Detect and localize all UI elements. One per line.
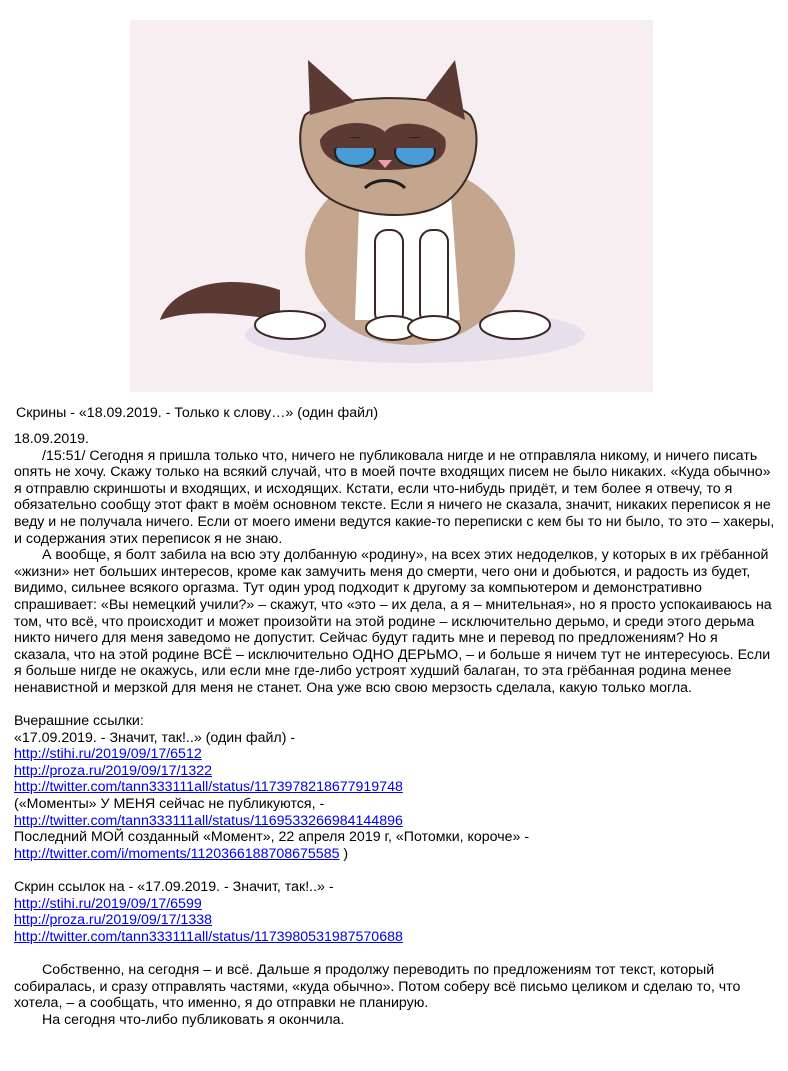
proza-link[interactable]: http://proza.ru/2019/09/17/1338	[14, 912, 212, 929]
closing-paragraph: На сегодня что-либо публиковать я окончила.	[42, 1011, 345, 1028]
closing-paragraph: Собственно, на сегодня – и всё. Дальше я продолжу переводить по предложениям тот текст, который собиралась, и сразу отправлять частями, «куда обычно». Потом соберу всё письмо целиком и сделаю то, что хотела, – а сообщать, что именно, я до отправки не планирую.	[14, 962, 741, 1012]
entry-paragraph: /15:51/ Сегодня я пришла только что, ничего не публиковала нигде и не отправляла никому, и ничего писать опять не хочу. Скажу только на всякий случай, что в моей почте входящих писем не было никаких. «Куда обычно» я отправлю скриншоты и входящих, и исходящих. Кстати, если что-нибудь придёт, и тем более я отвечу, то я обязательно сообщу этот факт в моём основном тексте. Если я ничего не сказала, значит, никаких переписок я не веду и не получала ничего. Если от моего имени ведутся какие-то переписки с кем бы то ни было, то это – хакеры, и содержания этих переписок я не знаю.	[14, 447, 775, 547]
yesterday-links-heading: Вчерашние ссылки:	[14, 713, 144, 730]
twitter-moment-link[interactable]: http://twitter.com/i/moments/1120366188708675585	[14, 845, 340, 862]
entry-paragraph: А вообще, я болт забила на всю эту долбанную «родину», на всех этих недоделков, у которых в их грёбанной «жизни» нет больших интересов, кроме как замучить меня до смерти, чего они и добьются, и радость из будет, видимо, сильнее всякого оргазма. Тут один урод подходит к другому за компьютером и демонстративно спрашивает: «Вы немецкий учили?» – скажут, что «это – их дела, а я – мнительная», но я просто успокаиваюсь на том, что всё, что происходит и может произойти на этой родине – исключительно дерьмо, и среди этого дерьма никто ничего для меня заведомо не допустит. Сейчас будут гадить мне и перевод по предложениям? Но я сказала, что на этой родине ВСЁ – исключительно ОДНО ДЕРЬМО, – и больше я ничем тут не интересуюсь. Если я больше нигде не окажусь, или если мне где-либо устроят худший балаган, то эта грёбанная родина менее ненавистной и мерзкой для меня не станет. Она уже всю свою мерзость сделала, какую только могла.	[14, 547, 772, 696]
twitter-status-link[interactable]: http://twitter.com/tann333111all/status/1173978218677919748	[14, 779, 403, 796]
twitter-status-link[interactable]: http://twitter.com/tann333111all/status/1173980531987570688	[14, 928, 403, 945]
closing-paren: )	[339, 845, 349, 862]
entry-date: 18.09.2019.	[14, 431, 89, 447]
yesterday-title: «17.09.2019. - Значит, так!..» (один файл) -	[14, 729, 296, 746]
post-body	[14, 431, 776, 1028]
stihi-link[interactable]: http://stihi.ru/2019/09/17/6599	[14, 895, 202, 912]
stihi-link[interactable]: http://stihi.ru/2019/09/17/6512	[14, 746, 202, 763]
grumpy-cat-illustration	[130, 20, 653, 392]
last-moment-note: Последний МОЙ созданный «Момент», 22 апреля 2019 г, «Потомки, короче» -	[14, 829, 530, 846]
screens-heading: Скрин ссылок на - «17.09.2019. - Значит, так!..» -	[14, 879, 334, 896]
moments-note: («Моменты» У МЕНЯ сейчас не публикуются, -	[14, 796, 325, 813]
twitter-status-link[interactable]: http://twitter.com/tann333111all/status/1169533266984144896	[14, 812, 403, 829]
image-caption: Скрины - «18.09.2019. - Только к слову…» (один файл)	[16, 405, 379, 421]
proza-link[interactable]: http://proza.ru/2019/09/17/1322	[14, 762, 212, 779]
